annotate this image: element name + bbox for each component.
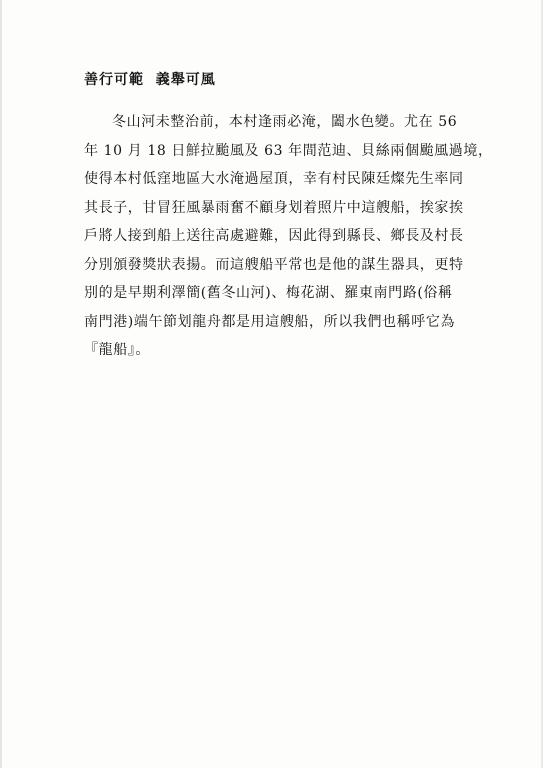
- paragraph-line: 別的是早期利澤簡(舊冬山河)、梅花湖、羅東南門路(俗稱: [84, 285, 453, 301]
- paragraph-line: 年 10 月 18 日鮮拉颱風及 63 年間范迪、貝絲兩個颱風過境，: [84, 142, 493, 159]
- paragraph-line: 南門港)端午節划龍舟都是用這艘船，所以我們也稱呼它為: [84, 313, 456, 330]
- paragraph-line: 其長子，甘冒狂風暴雨奮不顧身划着照片中這艘船，挨家挨: [84, 199, 464, 216]
- paragraph-line: 使得本村低窪地區大水淹過屋頂，幸有村民陳廷燦先生率同: [84, 171, 464, 187]
- paragraph-line: 冬山河未整治前，本村逢雨必淹，闔水色變。尤在 56: [112, 114, 458, 130]
- paragraph-line: 分別頒發獎狀表揚。而這艘船平常也是他的謀生器具，更特: [84, 256, 464, 273]
- paragraph-line: 『龍船』。: [84, 342, 150, 358]
- document-body: [84, 70, 493, 365]
- document-heading: 善行可範 義舉可風: [84, 72, 216, 88]
- paragraph-line: 戶將人接到船上送往高處避難，因此得到縣長、鄉長及村長: [84, 228, 464, 244]
